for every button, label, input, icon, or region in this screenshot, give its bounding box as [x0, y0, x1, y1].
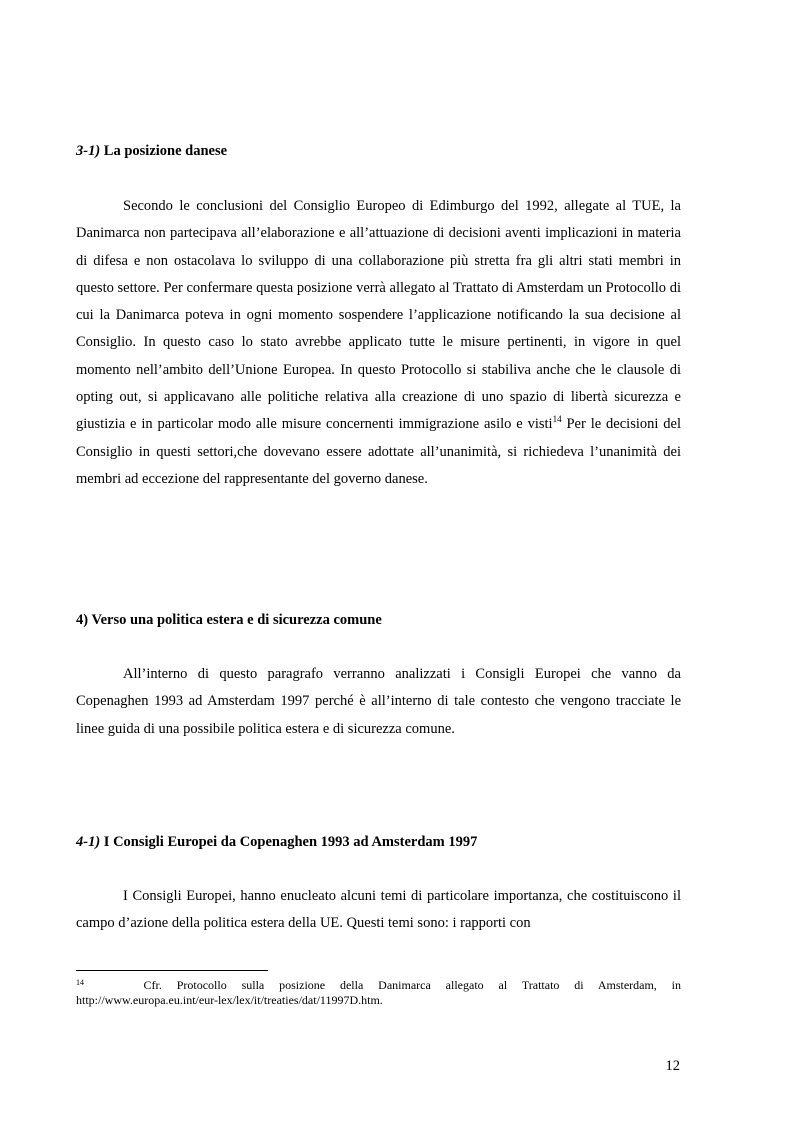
section-3-1-text-a: Secondo le conclusioni del Consiglio Europeo di Edimburgo del 1992, allegate al TUE, la Danimarca non partecipava all’elaborazione e all’attuazione di decisioni aventi implicazioni in materia di difesa e non ostacolava lo sviluppo di una collaborazione più stretta fra gli altri stati membri in questo settore. Per confermare questa posizione verrà allegato al Trattato di Amsterdam un Protocollo di cui la Danimarca poteva in ogni momento sospendere l’applicazione notificando la sua decisione al Consiglio. In questo caso lo stato avrebbe applicato tutte le misure pertinenti, in vigore in quel momento nell’ambito dell’Unione Europea. In questo Protocollo si stabiliva anche che le clausole di opting out, si applicavano alle politiche relativa alla creazione di uno spazio di libertà sicurezza e giustizia e in particolar modo alle misure concernenti immigrazione asilo e visti: [76, 198, 681, 433]
section-4-1-number: 4-1): [76, 834, 101, 850]
footnote-divider: [76, 970, 268, 971]
footnote-number: 14: [76, 978, 84, 987]
section-3-1-heading: [76, 143, 227, 160]
footnote-line: [76, 978, 681, 993]
footnote: [76, 978, 681, 1008]
section-3-1-title: La posizione danese: [103, 143, 228, 159]
footnote-text: Cfr. Protocollo sulla posizione della Danimarca allegato al Trattato di Amsterdam, in: [143, 978, 682, 992]
section-4-1-paragraph: [76, 883, 681, 938]
section-4-1-title: I Consigli Europei da Copenaghen 1993 ad Amsterdam 1997: [103, 834, 478, 850]
section-3-1-text-b: Per le decisioni del Consiglio in questi settori,che dovevano essere adottate all’unanimità, si richiedeva l’unanimità dei membri ad eccezione del rappresentante del governo danese.: [76, 416, 681, 487]
section-4-paragraph: [76, 661, 681, 743]
page-number: 12: [665, 1058, 680, 1074]
section-4-text: All’interno di questo paragrafo verranno analizzati i Consigli Europei che vanno da Copenaghen 1993 ad Amsterdam 1997 perché è all’interno di tale contesto che vengono tracciate le linee guida di una possibile politica estera e di sicurezza comune.: [76, 666, 681, 737]
section-3-1-number: 3-1): [76, 143, 101, 159]
footnote-url[interactable]: http://www.europa.eu.int/eur-lex/lex/it/treaties/dat/11997D.htm.: [76, 993, 383, 1007]
footnote-reference[interactable]: 14: [552, 414, 562, 425]
section-3-1-paragraph: [76, 193, 681, 493]
section-4-heading: 4) Verso una politica estera e di sicurezza comune: [76, 612, 382, 628]
section-4-1-text: I Consigli Europei, hanno enucleato alcuni temi di particolare importanza, che costituiscono il campo d’azione della politica estera della UE. Questi temi sono: i rapporti con: [76, 888, 681, 932]
section-4-1-heading: [76, 834, 477, 851]
